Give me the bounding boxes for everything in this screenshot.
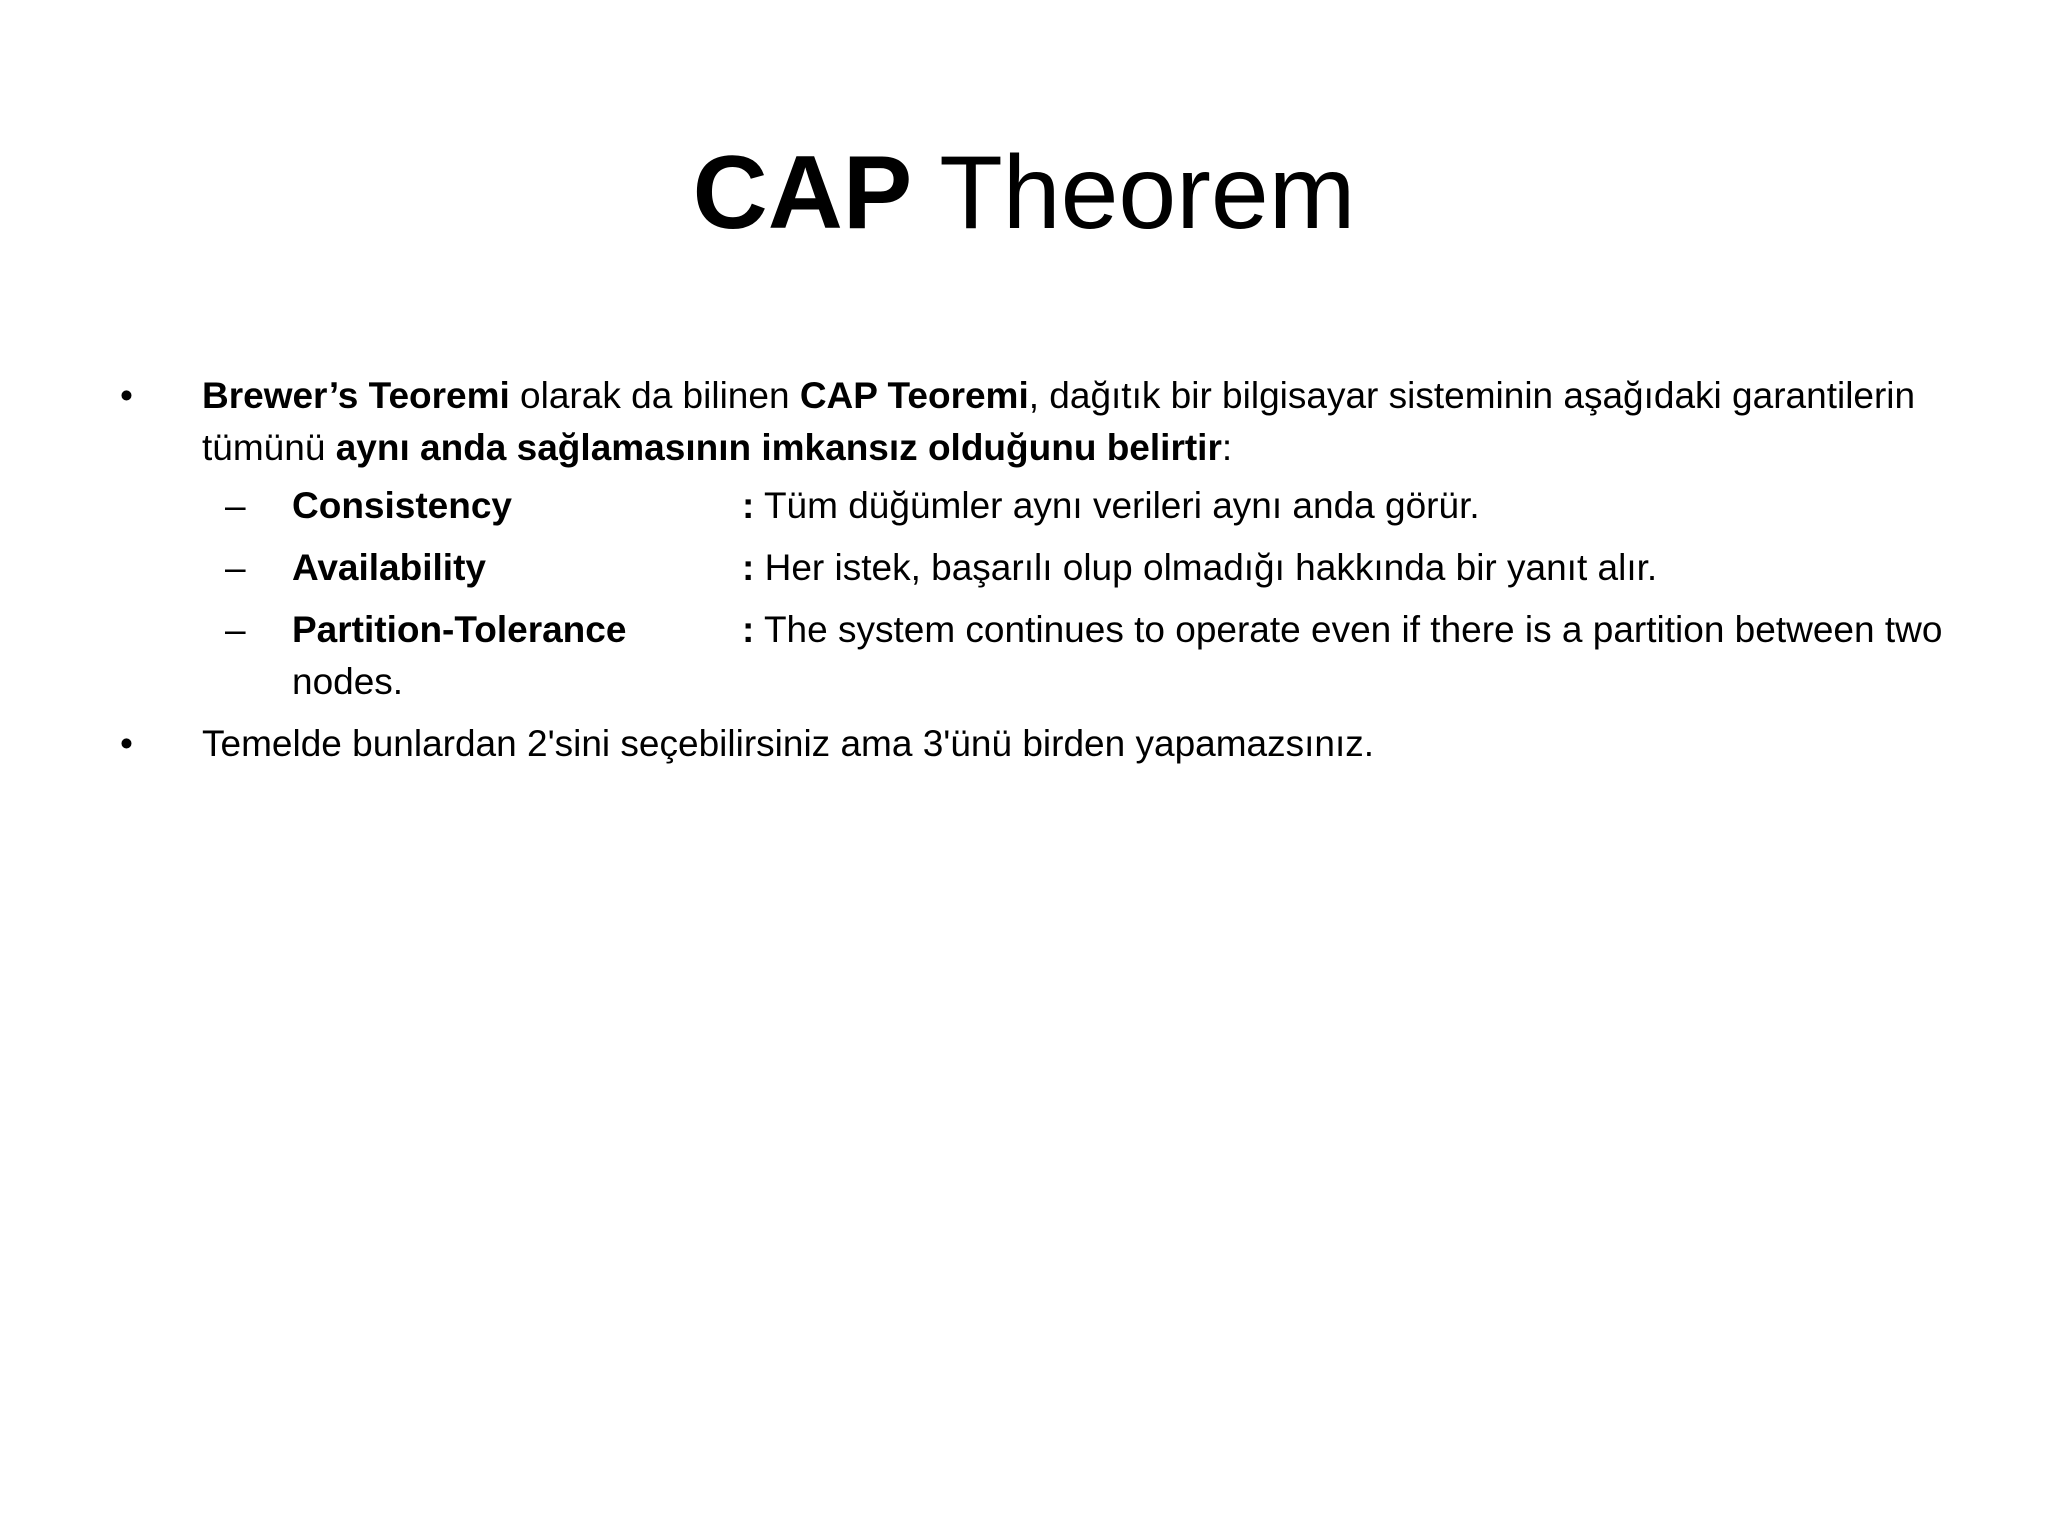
slide-title <box>0 128 2048 258</box>
cap-properties-list <box>120 480 2000 708</box>
term-description: The system continues to operate even if there is a partition between two nodes. <box>292 609 1943 702</box>
term-description: Her istek, başarılı olup olmadığı hakkında bir yanıt alır. <box>754 547 1658 588</box>
bullet-text-segment: olarak da bilinen <box>509 375 800 416</box>
bullet-marker: • <box>120 723 133 764</box>
term-colon: : <box>742 547 755 588</box>
sub-item-partition-tolerance <box>120 604 2000 708</box>
sub-item-consistency <box>120 480 2000 532</box>
bullet-text-segment: , dağıtık bir bilgisayar sisteminin aşağıdaki garantilerin tümünü <box>202 375 1916 468</box>
bullet-item <box>120 718 2000 770</box>
term-label: Partition-Tolerance <box>292 609 627 650</box>
dash-marker: – <box>225 609 246 650</box>
bullet-text <box>202 375 1915 468</box>
bullet-text: Temelde bunlardan 2'sini seçebilirsiniz ama 3'ünü birden yapamazsınız. <box>202 723 1375 764</box>
title-regular: Theorem <box>912 135 1356 251</box>
slide-body <box>120 370 2000 770</box>
term-label: Availability <box>292 547 486 588</box>
sub-item-availability <box>120 542 2000 594</box>
dash-marker: – <box>225 547 246 588</box>
term-label: Consistency <box>292 485 513 526</box>
brewers-teoremi-text: Brewer’s Teoremi <box>202 375 510 416</box>
term-colon: : <box>742 485 755 526</box>
cap-teoremi-text: CAP Teoremi <box>799 375 1029 416</box>
term-description: Tüm düğümler aynı verileri aynı anda görür. <box>754 485 1480 526</box>
title-bold: CAP <box>692 135 913 251</box>
bullet-marker: • <box>120 375 133 416</box>
impossible-statement-text: aynı anda sağlamasının imkansız olduğunu belirtir <box>335 427 1222 468</box>
dash-marker: – <box>225 485 246 526</box>
bullet-item <box>120 370 2000 474</box>
term-colon: : <box>742 609 755 650</box>
bullet-text-segment: : <box>1221 427 1233 468</box>
